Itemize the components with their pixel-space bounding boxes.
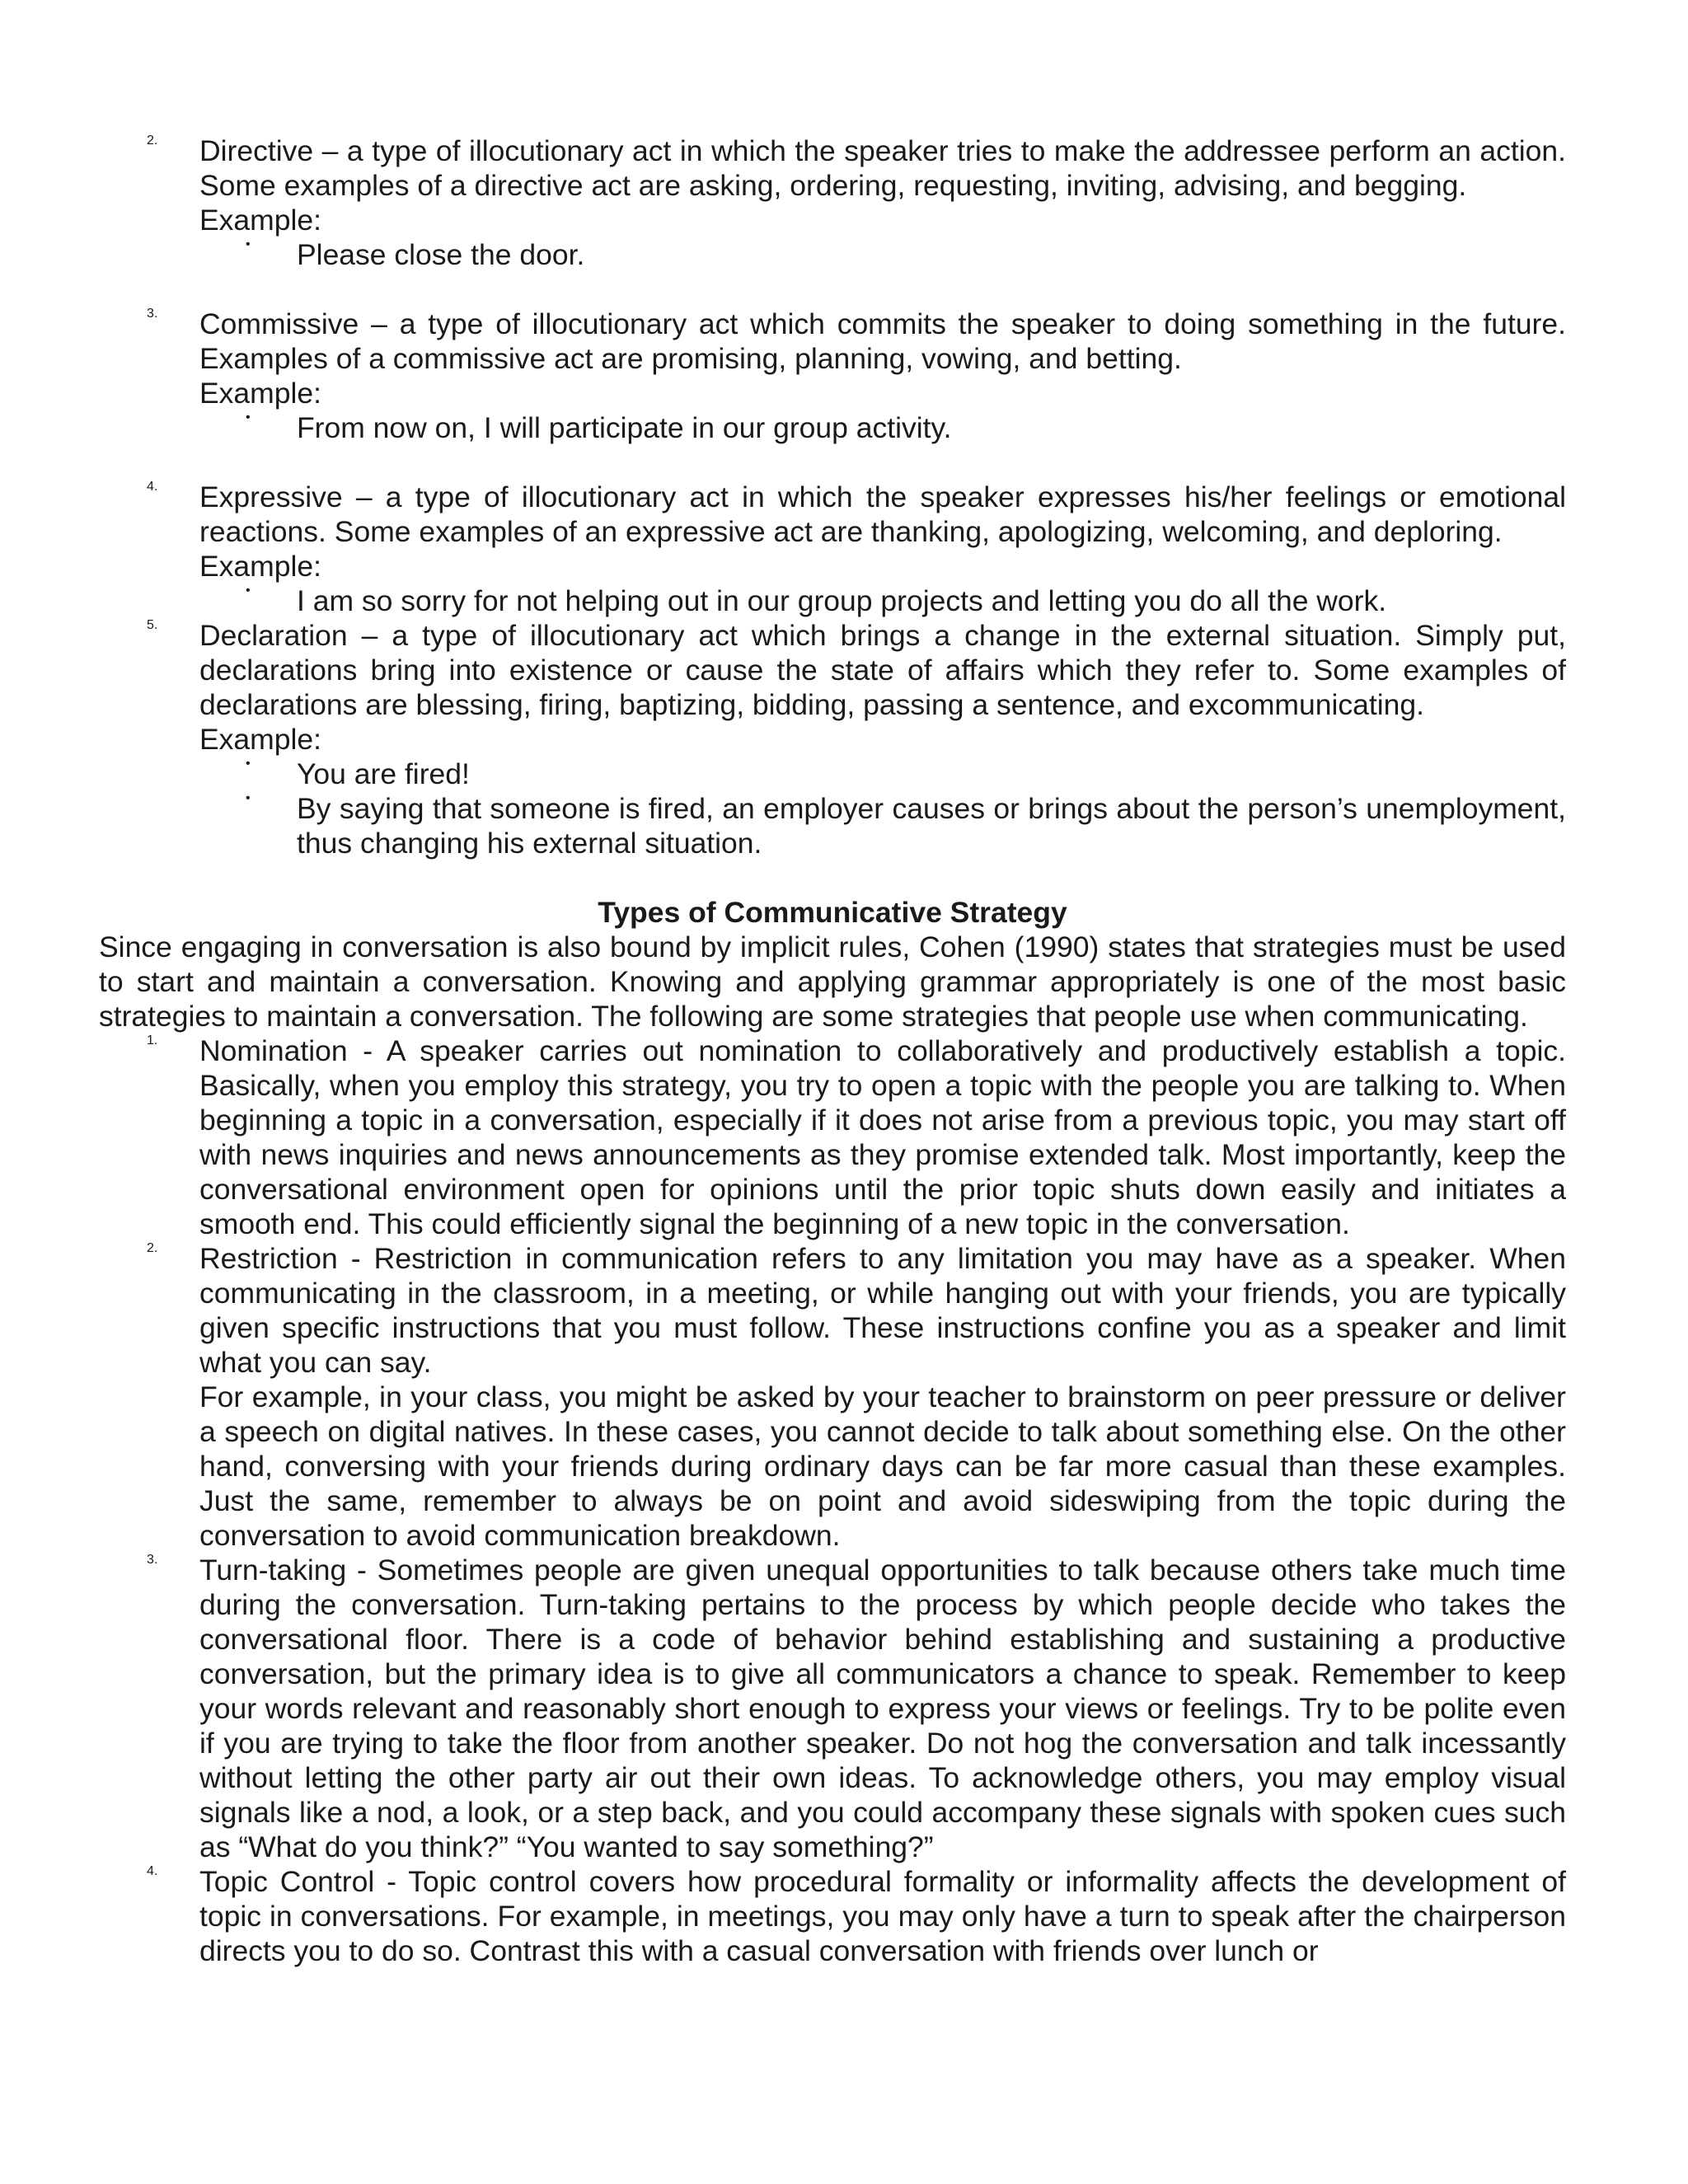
list-item-restriction: [99, 1241, 1566, 1553]
list-item-directive: [99, 134, 1566, 237]
list-item-commissive: [99, 307, 1566, 410]
example-label: Example:: [199, 204, 321, 237]
bullet-text: From now on, I will participate in our group activity.: [297, 411, 952, 444]
list-number: 1.: [147, 1033, 158, 1047]
list-item-nomination: [99, 1033, 1566, 1241]
bullet-icon: •: [246, 583, 251, 598]
bullet-icon: •: [246, 410, 251, 424]
item-paragraph: For example, in your class, you might be asked by your teacher to brainstorm on peer pressure or deliver a speech on digital natives. In these cases, you cannot decide to talk about something else. On the other hand, conversing with your friends during ordinary days can be far more casual than these examples. Just the same, remember to always be on point and avoid sideswiping from the topic during the conversation to avoid communication breakdown.: [199, 1380, 1566, 1552]
bullet-item: [99, 757, 1566, 791]
example-label: Example:: [199, 550, 321, 583]
list-item-topic-control: [99, 1864, 1566, 1968]
bullet-item: [99, 583, 1566, 618]
list-number: 2.: [147, 134, 158, 148]
list-number: 5.: [147, 618, 158, 632]
bullet-text: You are fired!: [297, 757, 470, 790]
item-paragraph: Topic Control - Topic control covers how procedural formality or informality affects the development of topic in conversations. For example, in meetings, you may only have a turn to speak after the chairperson directs you to do so. Contrast this with a casual conversation with friends over lunch or: [199, 1865, 1566, 1967]
definition-text: Commissive – a type of illocutionary act which commits the speaker to doing something in the future. Examples of a commissive act are promising, planning, vowing, and betting.: [199, 307, 1566, 375]
list-number: 3.: [147, 1553, 158, 1567]
bullet-icon: •: [246, 237, 251, 251]
bullet-item: [99, 410, 1566, 445]
bullet-item: [99, 791, 1566, 860]
definition-text: Directive – a type of illocutionary act in which the speaker tries to make the addressee perform an action. Some examples of a directive act are asking, ordering, requesting, inviting, advising, and begging.: [199, 134, 1566, 202]
item-paragraph: Nomination - A speaker carries out nomination to collaboratively and productively establish a topic. Basically, when you employ this strategy, you try to open a topic with the people you are talking to. When beginning a topic in a conversation, especially if it does not arise from a previous topic, you may start off with news inquiries and news announcements as they promise extended talk. Most importantly, keep the conversational environment open for opinions until the prior topic shuts down easily and initiates a smooth end. This could efficiently signal the beginning of a new topic in the conversation.: [199, 1034, 1566, 1240]
bullet-text: I am so sorry for not helping out in our group projects and letting you do all the work.: [297, 584, 1387, 617]
example-label: Example:: [199, 723, 321, 756]
bullet-item: [99, 237, 1566, 272]
list-number: 4.: [147, 1864, 158, 1878]
bullet-icon: •: [246, 791, 251, 805]
list-number: 3.: [147, 307, 158, 321]
list-item-turn-taking: [99, 1553, 1566, 1864]
definition-text: Declaration – a type of illocutionary act which brings a change in the external situation. Simply put, declarations bring into existence or cause the state of affairs which they refer to. Some examples of declarations are blessing, firing, baptizing, bidding, passing a sentence, and excommunicating.: [199, 619, 1566, 721]
bullet-text: By saying that someone is fired, an employer causes or brings about the person’s unemployment, thus changing his external situation.: [297, 792, 1566, 860]
item-paragraph: Turn-taking - Sometimes people are given unequal opportunities to talk because others take much time during the conversation. Turn-taking pertains to the process by which people decide who takes the conversational floor. There is a code of behavior behind establishing and sustaining a productive conversation, but the primary idea is to give all communicators a chance to speak. Remember to keep your words relevant and reasonably short enough to express your views or feelings. Try to be polite even if you are trying to take the floor from another speaker. Do not hog the conversation and talk incessantly without letting the other party air out their own ideas. To acknowledge others, you may employ visual signals like a nod, a look, or a step back, and you could accompany these signals with spoken cues such as “What do you think?” “You wanted to say something?”: [199, 1554, 1566, 1863]
list-item-expressive: [99, 480, 1566, 583]
definition-text: Expressive – a type of illocutionary act in which the speaker expresses his/her feelings or emotional reactions. Some examples of an expressive act are thanking, apologizing, welcoming, and deploring.: [199, 480, 1566, 548]
list-item-declaration: [99, 618, 1566, 757]
bullet-icon: •: [246, 757, 251, 771]
bullet-text: Please close the door.: [297, 238, 585, 271]
list-number: 4.: [147, 480, 158, 494]
list-number: 2.: [147, 1241, 158, 1255]
intro-paragraph: Since engaging in conversation is also bound by implicit rules, Cohen (1990) states that strategies must be used to start and maintain a conversation. Knowing and applying grammar appropriately is one of the most basic strategies to maintain a conversation. The following are some strategies that people use when communicating.: [99, 930, 1566, 1033]
item-paragraph: Restriction - Restriction in communication refers to any limitation you may have as a speaker. When communicating in the classroom, in a meeting, or while hanging out with your friends, you are typically given specific instructions that you must follow. These instructions confine you as a speaker and limit what you can say.: [199, 1242, 1566, 1379]
section-heading: Types of Communicative Strategy: [598, 896, 1067, 929]
document-page: [99, 134, 1566, 1968]
example-label: Example:: [199, 377, 321, 410]
